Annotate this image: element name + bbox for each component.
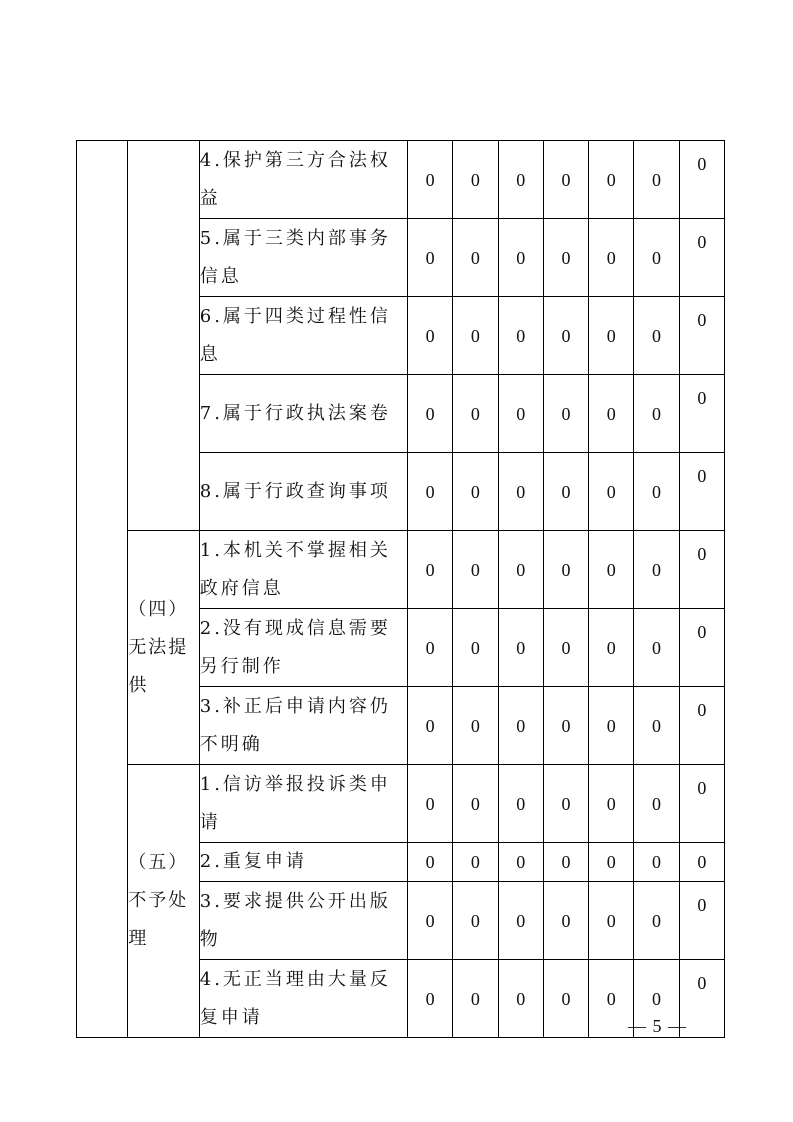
section-column	[77, 141, 128, 1038]
value-cell: 0	[543, 765, 588, 843]
value-cell: 0	[634, 609, 679, 687]
page-number: — 5 —	[628, 1016, 687, 1036]
table-row	[77, 531, 725, 609]
value-cell: 0	[498, 297, 543, 375]
value-cell: 0	[408, 375, 453, 453]
item-label: 1.信访举报投诉类申请	[199, 765, 407, 843]
total-cell: 0	[679, 960, 724, 1038]
value-cell: 0	[634, 882, 679, 960]
value-cell: 0	[453, 453, 498, 531]
value-cell: 0	[453, 960, 498, 1038]
value-cell: 0	[498, 960, 543, 1038]
value-cell: 0	[453, 297, 498, 375]
value-cell: 0	[453, 219, 498, 297]
value-cell: 0	[498, 843, 543, 882]
value-cell: 0	[498, 141, 543, 219]
value-cell: 0	[498, 765, 543, 843]
value-cell: 0	[589, 609, 634, 687]
value-cell: 0	[589, 219, 634, 297]
category-cell	[128, 141, 199, 531]
value-cell: 0	[408, 531, 453, 609]
value-cell: 0	[589, 141, 634, 219]
value-cell: 0	[498, 531, 543, 609]
value-cell: 0	[408, 765, 453, 843]
total-cell: 0	[679, 297, 724, 375]
value-cell: 0	[634, 453, 679, 531]
value-cell: 0	[589, 375, 634, 453]
item-label: 3.补正后申请内容仍不明确	[199, 687, 407, 765]
value-cell: 0	[589, 531, 634, 609]
value-cell: 0	[589, 843, 634, 882]
value-cell: 0	[408, 297, 453, 375]
value-cell: 0	[634, 765, 679, 843]
item-label: 2.没有现成信息需要另行制作	[199, 609, 407, 687]
value-cell: 0	[453, 141, 498, 219]
item-label: 7.属于行政执法案卷	[199, 375, 407, 453]
table-row	[77, 765, 725, 843]
value-cell: 0	[408, 141, 453, 219]
total-cell: 0	[679, 141, 724, 219]
value-cell: 0	[543, 141, 588, 219]
value-cell: 0	[453, 843, 498, 882]
value-cell: 0	[498, 882, 543, 960]
item-label: 8.属于行政查询事项	[199, 453, 407, 531]
value-cell: 0	[543, 882, 588, 960]
total-cell: 0	[679, 219, 724, 297]
value-cell: 0	[634, 141, 679, 219]
total-cell: 0	[679, 609, 724, 687]
value-cell: 0	[634, 375, 679, 453]
total-cell: 0	[679, 531, 724, 609]
value-cell: 0	[543, 531, 588, 609]
item-label: 1.本机关不掌握相关政府信息	[199, 531, 407, 609]
value-cell: 0	[408, 687, 453, 765]
value-cell: 0	[543, 960, 588, 1038]
total-cell: 0	[679, 843, 724, 882]
value-cell: 0	[543, 687, 588, 765]
value-cell: 0	[408, 882, 453, 960]
value-cell: 0	[589, 960, 634, 1038]
value-cell: 0	[498, 687, 543, 765]
total-cell: 0	[679, 765, 724, 843]
item-label: 5.属于三类内部事务信息	[199, 219, 407, 297]
item-label: 4.无正当理由大量反复申请	[199, 960, 407, 1038]
value-cell: 0	[453, 375, 498, 453]
value-cell: 0	[543, 609, 588, 687]
value-cell: 0	[634, 960, 679, 1038]
value-cell: 0	[634, 687, 679, 765]
value-cell: 0	[498, 609, 543, 687]
value-cell: 0	[589, 882, 634, 960]
value-cell: 0	[408, 609, 453, 687]
category-cell: （四）无法提供	[128, 531, 199, 765]
value-cell: 0	[634, 219, 679, 297]
value-cell: 0	[634, 531, 679, 609]
value-cell: 0	[543, 843, 588, 882]
item-label: 3.要求提供公开出版物	[199, 882, 407, 960]
value-cell: 0	[408, 453, 453, 531]
total-cell: 0	[679, 453, 724, 531]
value-cell: 0	[634, 843, 679, 882]
value-cell: 0	[498, 219, 543, 297]
value-cell: 0	[453, 531, 498, 609]
table-row	[77, 141, 725, 219]
value-cell: 0	[453, 687, 498, 765]
value-cell: 0	[589, 453, 634, 531]
item-label: 6.属于四类过程性信息	[199, 297, 407, 375]
value-cell: 0	[408, 960, 453, 1038]
value-cell: 0	[408, 843, 453, 882]
value-cell: 0	[589, 687, 634, 765]
item-label: 4.保护第三方合法权益	[199, 141, 407, 219]
value-cell: 0	[543, 219, 588, 297]
statistics-table	[76, 140, 725, 1038]
total-cell: 0	[679, 882, 724, 960]
value-cell: 0	[498, 453, 543, 531]
total-cell: 0	[679, 375, 724, 453]
value-cell: 0	[589, 297, 634, 375]
value-cell: 0	[408, 219, 453, 297]
value-cell: 0	[498, 375, 543, 453]
category-cell: （五）不予处理	[128, 765, 199, 1038]
value-cell: 0	[453, 609, 498, 687]
value-cell: 0	[453, 765, 498, 843]
value-cell: 0	[543, 453, 588, 531]
item-label: 2.重复申请	[199, 843, 407, 882]
value-cell: 0	[634, 297, 679, 375]
total-cell: 0	[679, 687, 724, 765]
value-cell: 0	[589, 765, 634, 843]
value-cell: 0	[453, 882, 498, 960]
value-cell: 0	[543, 297, 588, 375]
value-cell: 0	[543, 375, 588, 453]
